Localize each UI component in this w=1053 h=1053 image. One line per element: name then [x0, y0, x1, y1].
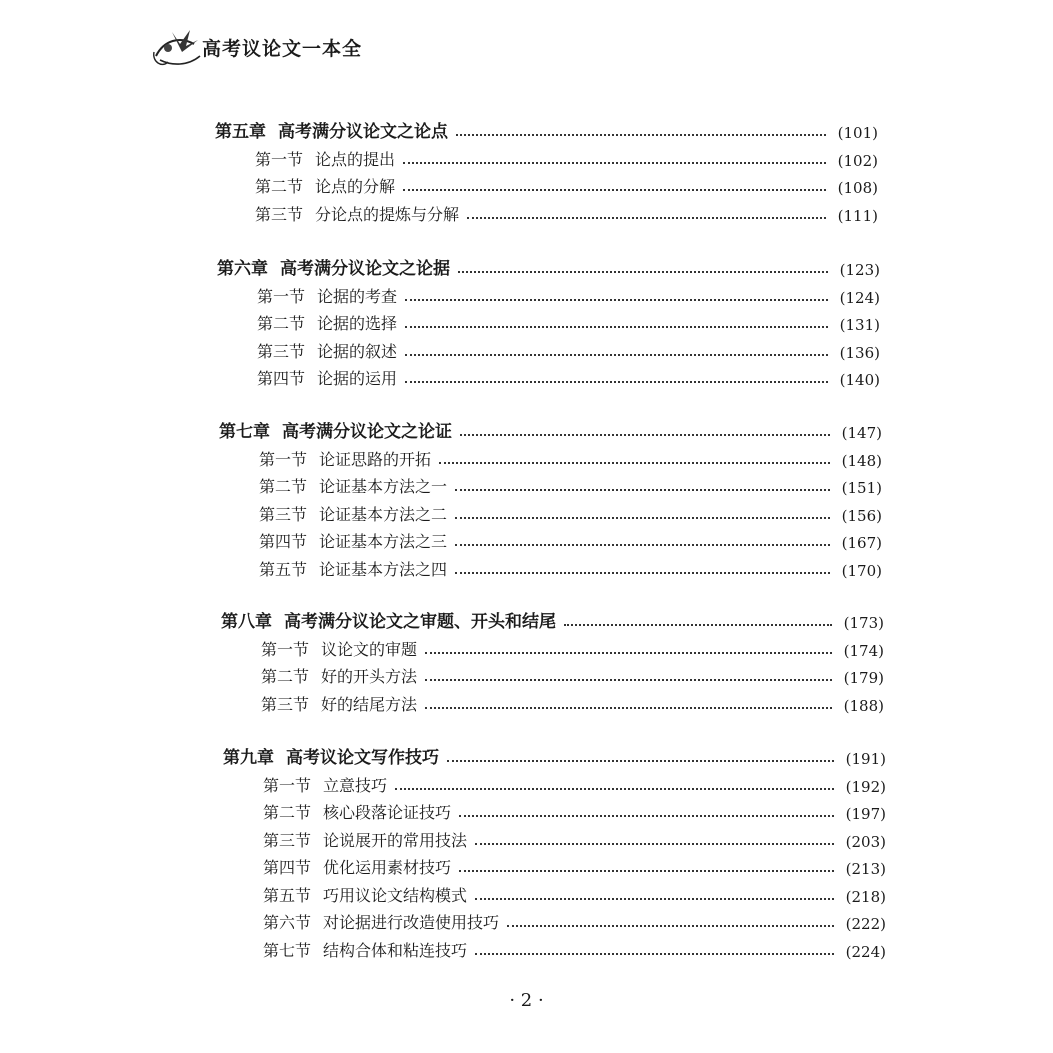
chapter-heading	[223, 743, 447, 768]
section-number: 第一节	[255, 149, 304, 169]
toc-section-row	[259, 501, 882, 525]
section-heading	[263, 883, 475, 906]
toc-section-row	[257, 338, 880, 362]
section-heading	[259, 502, 455, 525]
section-title: 论点的分解	[315, 177, 396, 196]
toc-section-row	[263, 827, 886, 851]
section-page-number: (192)	[845, 777, 886, 796]
section-number: 第二节	[255, 177, 304, 196]
dot-leader	[455, 489, 830, 491]
dot-leader	[459, 870, 834, 872]
section-title: 论证基本方法之四	[319, 559, 448, 579]
section-page-number: (151)	[841, 479, 882, 497]
toc-section-row	[259, 556, 882, 580]
dot-leader	[425, 707, 832, 709]
section-title: 好的结尾方法	[321, 694, 418, 714]
section-page-number: (148)	[841, 451, 882, 470]
section-heading	[263, 773, 395, 796]
chapter-heading	[219, 417, 460, 442]
chapter-heading	[221, 607, 564, 632]
section-heading	[255, 147, 403, 170]
dot-leader	[403, 162, 826, 164]
section-title: 结构合体和粘连技巧	[323, 940, 468, 960]
dot-leader	[395, 788, 834, 790]
section-page-number: (156)	[841, 506, 882, 525]
toc-section-row	[259, 446, 882, 470]
section-number: 第三节	[255, 204, 304, 224]
section-heading	[261, 692, 425, 715]
section-number: 第二节	[263, 803, 312, 822]
section-heading	[263, 828, 475, 851]
section-title: 议论文的审题	[321, 639, 418, 659]
section-title: 核心段落论证技巧	[323, 803, 452, 822]
chapter-page-number: (123)	[839, 261, 880, 279]
section-heading	[261, 664, 425, 687]
toc-section-row	[263, 854, 886, 878]
floral-ornament-icon	[150, 22, 210, 72]
chapter-page-number: (101)	[837, 124, 878, 142]
dot-leader	[475, 898, 834, 900]
toc-section-row	[261, 691, 884, 715]
section-title: 优化运用素材技巧	[323, 858, 452, 877]
section-number: 第三节	[259, 504, 308, 524]
chapter-number: 第七章	[219, 422, 270, 442]
dot-leader	[458, 271, 828, 273]
section-number: 第三节	[263, 830, 312, 850]
section-heading	[263, 855, 459, 878]
dot-leader	[405, 381, 828, 383]
dot-leader	[475, 843, 834, 845]
dot-leader	[425, 679, 832, 681]
section-page-number: (140)	[839, 371, 880, 389]
section-number: 第五节	[259, 559, 308, 579]
section-number: 第二节	[261, 667, 310, 686]
section-number: 第二节	[259, 477, 308, 496]
toc-section-row	[255, 173, 878, 197]
section-page-number: (131)	[839, 316, 880, 334]
section-page-number: (174)	[843, 641, 884, 660]
chapter-page-number: (173)	[843, 614, 884, 632]
section-heading	[263, 800, 459, 823]
dot-leader	[475, 953, 834, 955]
chapter-title: 高考满分议论文之论据	[280, 259, 450, 279]
section-title: 对论据进行改造使用技巧	[323, 913, 500, 932]
section-page-number: (218)	[845, 887, 886, 906]
section-heading	[257, 339, 405, 362]
toc-section-row	[263, 799, 886, 823]
toc-section-row	[261, 663, 884, 687]
section-page-number: (111)	[837, 206, 878, 225]
chapter-number: 第六章	[217, 259, 268, 279]
section-title: 巧用议论文结构模式	[323, 885, 468, 905]
section-number: 第四节	[257, 369, 306, 388]
section-page-number: (213)	[845, 860, 886, 878]
dot-leader	[403, 189, 826, 191]
section-number: 第一节	[261, 639, 310, 659]
dot-leader	[455, 517, 830, 519]
toc-chapter-row	[223, 744, 886, 768]
section-heading	[263, 910, 507, 933]
section-page-number: (197)	[845, 805, 886, 823]
section-title: 论据的叙述	[317, 341, 398, 361]
dot-leader	[467, 217, 826, 219]
dot-leader	[460, 434, 830, 436]
toc-section-row	[255, 201, 878, 225]
chapter-heading	[215, 117, 456, 142]
section-title: 好的开头方法	[321, 667, 418, 686]
toc-section-row	[257, 283, 880, 307]
dot-leader	[455, 544, 830, 546]
section-heading	[255, 202, 467, 225]
section-heading	[255, 174, 403, 197]
section-title: 论证基本方法之二	[319, 504, 448, 524]
dot-leader	[447, 760, 834, 762]
section-heading	[263, 938, 475, 961]
toc-section-row	[259, 528, 882, 552]
section-title: 立意技巧	[323, 775, 388, 795]
book-title: 高考议论文一本全	[202, 38, 363, 60]
section-page-number: (102)	[837, 151, 878, 170]
dot-leader	[405, 299, 828, 301]
chapter-heading	[217, 254, 458, 279]
section-heading	[257, 311, 405, 334]
page-number: · 2 ·	[509, 990, 544, 1011]
section-number: 第三节	[261, 694, 310, 714]
section-heading	[259, 529, 455, 552]
section-number: 第一节	[259, 449, 308, 469]
section-title: 论证基本方法之一	[319, 477, 448, 496]
toc-chapter-row	[219, 418, 882, 442]
section-title: 论据的考查	[317, 286, 398, 306]
toc-section-row	[263, 772, 886, 796]
toc-section-row	[259, 473, 882, 497]
toc-chapter-row	[217, 255, 880, 279]
chapter-number: 第八章	[221, 612, 272, 632]
section-page-number: (136)	[839, 343, 880, 362]
toc-section-row	[257, 310, 880, 334]
toc-chapter-row	[221, 608, 884, 632]
dot-leader	[459, 815, 834, 817]
section-title: 分论点的提炼与分解	[315, 204, 460, 224]
chapter-number: 第九章	[223, 748, 274, 768]
section-title: 论据的选择	[317, 314, 398, 333]
toc-section-row	[263, 882, 886, 906]
section-number: 第一节	[257, 286, 306, 306]
toc-section-row	[263, 937, 886, 961]
section-page-number: (222)	[845, 915, 886, 933]
section-page-number: (124)	[839, 288, 880, 307]
chapter-page-number: (191)	[845, 750, 886, 768]
section-number: 第五节	[263, 885, 312, 905]
chapter-title: 高考议论文写作技巧	[286, 748, 439, 768]
section-number: 第三节	[257, 341, 306, 361]
chapter-number: 第五章	[215, 122, 266, 142]
section-page-number: (203)	[845, 832, 886, 851]
section-number: 第四节	[259, 532, 308, 551]
section-heading	[261, 637, 425, 660]
section-heading	[259, 474, 455, 497]
dot-leader	[507, 925, 834, 927]
running-head	[150, 22, 450, 72]
dot-leader	[564, 624, 832, 626]
section-page-number: (188)	[843, 696, 884, 715]
toc-section-row	[257, 365, 880, 389]
section-number: 第六节	[263, 913, 312, 932]
dot-leader	[405, 354, 828, 356]
toc-chapter-row	[215, 118, 878, 142]
section-title: 论证思路的开拓	[319, 449, 432, 469]
section-title: 论点的提出	[315, 149, 396, 169]
section-number: 第一节	[263, 775, 312, 795]
section-number: 第四节	[263, 858, 312, 877]
toc-section-row	[263, 909, 886, 933]
dot-leader	[455, 572, 830, 574]
chapter-page-number: (147)	[841, 424, 882, 442]
section-title: 论据的运用	[317, 369, 398, 388]
section-heading	[259, 557, 455, 580]
section-page-number: (108)	[837, 179, 878, 197]
dot-leader	[405, 326, 828, 328]
dot-leader	[425, 652, 832, 654]
chapter-title: 高考满分议论文之审题、开头和结尾	[284, 612, 556, 632]
section-page-number: (179)	[843, 669, 884, 687]
toc-section-row	[261, 636, 884, 660]
dot-leader	[439, 462, 830, 464]
chapter-title: 高考满分议论文之论点	[278, 122, 448, 142]
section-title: 论证基本方法之三	[319, 532, 448, 551]
section-title: 论说展开的常用技法	[323, 830, 468, 850]
toc-section-row	[255, 146, 878, 170]
section-page-number: (170)	[841, 561, 882, 580]
section-heading	[259, 447, 439, 470]
section-page-number: (167)	[841, 534, 882, 552]
section-heading	[257, 366, 405, 389]
dot-leader	[456, 134, 826, 136]
section-heading	[257, 284, 405, 307]
section-number: 第二节	[257, 314, 306, 333]
chapter-title: 高考满分议论文之论证	[282, 422, 452, 442]
section-page-number: (224)	[845, 942, 886, 961]
section-number: 第七节	[263, 940, 312, 960]
